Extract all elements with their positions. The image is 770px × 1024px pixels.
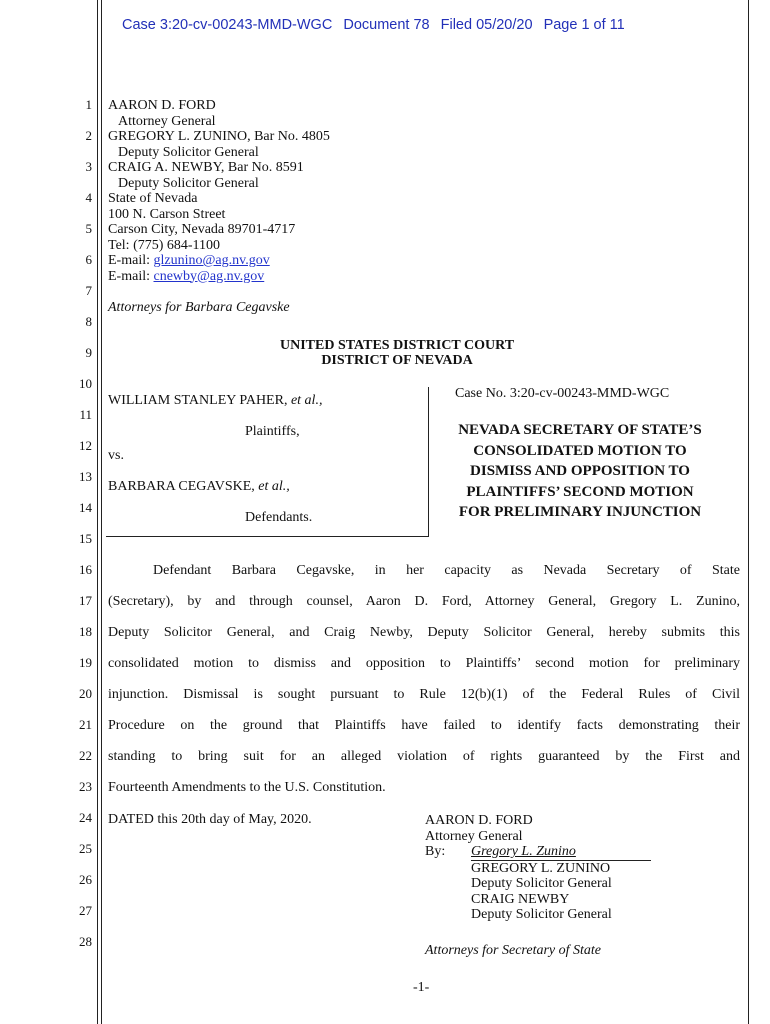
defendant-caption — [108, 479, 290, 495]
body-line: consolidated motion to dismiss and opposition to Plaintiffs’ second motion for preliminary — [108, 656, 740, 671]
line-number: 1 — [85, 97, 92, 112]
signatory-title: Attorney General — [425, 828, 523, 844]
et-al: et al., — [258, 479, 290, 494]
counsel-name: AARON D. FORD — [108, 98, 216, 113]
filed-date: Filed 05/20/20 — [440, 17, 533, 33]
line-number: 12 — [79, 438, 92, 453]
line-number: 14 — [79, 500, 92, 515]
plaintiff-name: WILLIAM STANLEY PAHER, — [108, 393, 288, 408]
telephone: Tel: (775) 684-1100 — [108, 237, 221, 253]
plaintiff-caption — [108, 393, 322, 409]
plaintiffs-label: Plaintiffs, — [245, 424, 300, 439]
document-number: Document 78 — [343, 17, 430, 33]
line-number: 4 — [85, 190, 92, 205]
caption-bottom-rule — [106, 536, 428, 537]
line-number: 18 — [79, 624, 92, 639]
line-number: 19 — [79, 655, 92, 670]
line-number: 26 — [79, 872, 92, 887]
body-line: Fourteenth Amendments to the U.S. Constitution. — [108, 780, 386, 795]
email-line — [108, 269, 330, 285]
motion-title-line: DISMISS AND OPPOSITION TO — [470, 463, 690, 479]
line-number: 9 — [85, 345, 92, 360]
signatory-name: AARON D. FORD — [425, 813, 533, 828]
right-margin-rule — [748, 0, 749, 1024]
by-label: By: — [425, 844, 446, 859]
case-number: Case 3:20-cv-00243-MMD-WGC — [122, 17, 333, 33]
electronic-signature: Gregory L. Zunino — [471, 844, 651, 861]
email-link-newby[interactable]: cnewby@ag.nv.gov — [153, 268, 265, 284]
line-number: 21 — [79, 717, 92, 732]
counsel-name: CRAIG A. NEWBY, Bar No. 8591 — [108, 160, 304, 175]
signer-title: Deputy Solicitor General — [471, 876, 612, 891]
counsel-block — [108, 98, 330, 284]
email-link-zunino[interactable]: glzunino@ag.nv.gov — [153, 253, 270, 268]
line-number: 20 — [79, 686, 92, 701]
email-line — [108, 253, 330, 269]
line-number: 13 — [79, 469, 92, 484]
signer-name: GREGORY L. ZUNINO — [471, 860, 611, 876]
counsel-name: GREGORY L. ZUNINO, Bar No. 4805 — [108, 129, 330, 144]
line-number: 23 — [79, 779, 92, 794]
attorneys-for-secretary: Attorneys for Secretary of State — [425, 943, 601, 958]
counsel-title: Attorney General — [118, 113, 216, 129]
line-number: 15 — [79, 531, 92, 546]
line-number: 22 — [79, 748, 92, 763]
ecf-header — [122, 17, 632, 33]
body-line: Defendant Barbara Cegavske, in her capacity as Nevada Secretary of State — [153, 563, 740, 578]
defendants-label: Defendants. — [245, 510, 313, 525]
line-number: 17 — [79, 593, 92, 608]
street-address: 100 N. Carson Street — [108, 206, 226, 222]
versus: vs. — [108, 448, 124, 463]
body-line: Deputy Solicitor General, and Craig Newby, Deputy Solicitor General, hereby submits this — [108, 625, 740, 640]
counsel-title: Deputy Solicitor General — [118, 175, 259, 191]
court-district: DISTRICT OF NEVADA — [321, 353, 473, 368]
signature-line — [425, 844, 651, 861]
line-number: 5 — [85, 221, 92, 236]
page-count: Page 1 of 11 — [543, 17, 625, 33]
motion-title-line: CONSOLIDATED MOTION TO — [473, 442, 687, 459]
body-line: injunction. Dismissal is sought pursuant to Rule 12(b)(1) of the Federal Rules of Civil — [108, 687, 740, 702]
motion-title-line: NEVADA SECRETARY OF STATE’S — [458, 422, 702, 438]
caption-divider — [428, 387, 429, 537]
motion-title — [430, 420, 730, 523]
line-number: 24 — [79, 810, 92, 825]
line-number: 25 — [79, 841, 92, 856]
court-name: UNITED STATES DISTRICT COURT — [280, 338, 515, 353]
office-name: State of Nevada — [108, 191, 198, 206]
body-line: standing to bring suit for an alleged violation of rights guaranteed by the First and — [108, 749, 740, 764]
body-line: Procedure on the ground that Plaintiffs have failed to identify facts demonstrating their — [108, 718, 740, 733]
line-number: 3 — [85, 159, 92, 174]
case-number-caption: Case No. 3:20-cv-00243-MMD-WGC — [455, 386, 670, 401]
line-number: 16 — [79, 562, 92, 577]
attorneys-for: Attorneys for Barbara Cegavske — [108, 300, 290, 315]
counsel-title: Deputy Solicitor General — [118, 144, 259, 160]
line-number: 28 — [79, 934, 92, 949]
line-number: 11 — [79, 407, 92, 422]
et-al: et al., — [290, 393, 323, 408]
defendant-name: BARBARA CEGAVSKE, — [108, 479, 255, 494]
line-number: 7 — [85, 283, 92, 298]
line-number: 27 — [79, 903, 92, 918]
motion-title-line: PLAINTIFFS’ SECOND MOTION — [466, 483, 694, 500]
left-margin-rule-inner — [101, 0, 102, 1024]
page-number: -1- — [413, 980, 430, 995]
line-number: 2 — [85, 128, 92, 143]
signature-block — [425, 813, 651, 923]
email-label: E-mail: — [108, 268, 150, 284]
court-heading — [280, 338, 514, 368]
body-line: (Secretary), by and through counsel, Aaron D. Ford, Attorney General, Gregory L. Zunino, — [108, 594, 740, 609]
motion-title-line: FOR PRELIMINARY INJUNCTION — [458, 504, 702, 520]
dated-line: DATED this 20th day of May, 2020. — [108, 812, 312, 827]
city-address: Carson City, Nevada 89701-4717 — [108, 222, 296, 237]
signer-name: CRAIG NEWBY — [471, 891, 570, 907]
email-label: E-mail: — [108, 253, 150, 268]
line-number: 10 — [79, 376, 92, 391]
line-number: 8 — [85, 314, 92, 329]
line-number: 6 — [85, 252, 92, 267]
signer-title: Deputy Solicitor General — [471, 907, 612, 922]
left-margin-rule — [97, 0, 98, 1024]
